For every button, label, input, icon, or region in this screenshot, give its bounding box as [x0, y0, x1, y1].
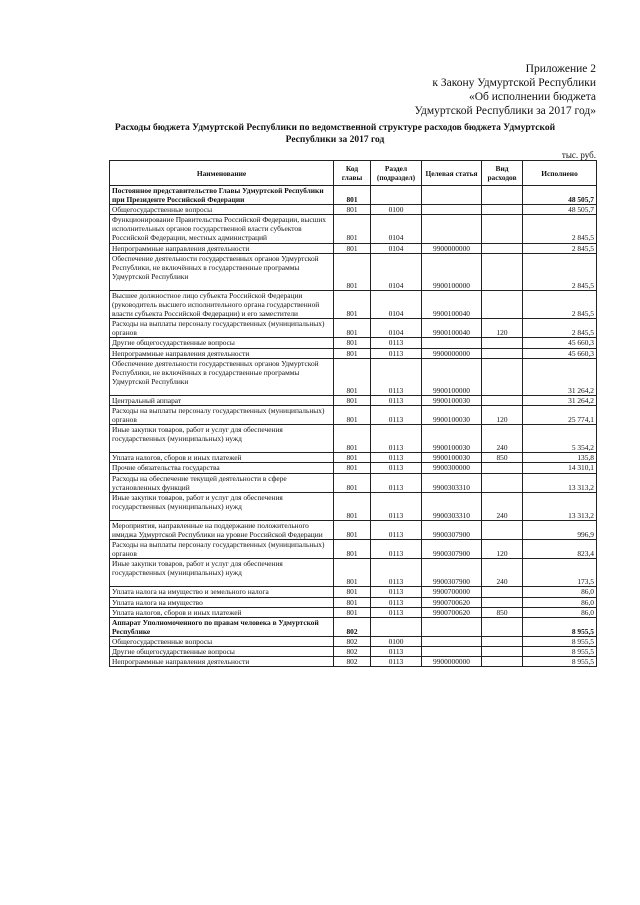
cell-target: 9900000000 — [422, 657, 482, 667]
cell-type — [482, 348, 523, 358]
document-title — [100, 122, 570, 146]
cell-section: 0100 — [371, 636, 422, 646]
cell-target: 9900100000 — [422, 253, 482, 290]
cell-code: 802 — [334, 636, 371, 646]
cell-section: 0104 — [371, 253, 422, 290]
cell-name: Непрограммные направления деятельности — [110, 657, 334, 667]
cell-amount: 31 264,2 — [523, 358, 597, 395]
cell-amount: 31 264,2 — [523, 395, 597, 405]
table-row — [110, 647, 597, 657]
cell-type: 120 — [482, 540, 523, 559]
cell-amount: 2 845,5 — [523, 243, 597, 253]
cell-code: 801 — [334, 453, 371, 463]
title-line: Республики за 2017 год — [285, 135, 385, 145]
table-row — [110, 657, 597, 667]
table-header-row — [110, 161, 597, 186]
cell-code: 801 — [334, 215, 371, 243]
table-row — [110, 215, 597, 243]
cell-type: 120 — [482, 319, 523, 338]
cell-code: 802 — [334, 647, 371, 657]
cell-amount: 86,0 — [523, 587, 597, 597]
table-row — [110, 636, 597, 646]
table-row — [110, 319, 597, 338]
cell-name: Расходы на выплаты персоналу государственных (муниципальных) органов — [110, 540, 334, 559]
table-row — [110, 559, 597, 587]
cell-type — [482, 253, 523, 290]
table-row — [110, 607, 597, 617]
cell-section: 0113 — [371, 473, 422, 492]
cell-amount: 2 845,5 — [523, 215, 597, 243]
cell-amount: 45 660,3 — [523, 338, 597, 348]
cell-section: 0113 — [371, 607, 422, 617]
cell-target — [422, 617, 482, 636]
cell-name: Непрограммные направления деятельности — [110, 243, 334, 253]
cell-target: 9900100040 — [422, 319, 482, 338]
cell-type: 850 — [482, 607, 523, 617]
table-row — [110, 338, 597, 348]
cell-section: 0113 — [371, 559, 422, 587]
column-header-code: Код главы — [334, 161, 371, 186]
cell-amount: 135,8 — [523, 453, 597, 463]
cell-name: Функционирование Правительства Российской Федерации, высших исполнительных органов государственной власти субъектов Российской Федерации, местных администраций — [110, 215, 334, 243]
cell-amount: 8 955,5 — [523, 657, 597, 667]
cell-name: Общегосударственные вопросы — [110, 636, 334, 646]
table-row — [110, 492, 597, 520]
table-row — [110, 453, 597, 463]
table-row — [110, 290, 597, 318]
cell-code: 801 — [334, 559, 371, 587]
cell-type: 240 — [482, 559, 523, 587]
appendix-line: Приложение 2 — [525, 63, 596, 75]
column-header-type: Вид расходов — [482, 161, 523, 186]
cell-type — [482, 597, 523, 607]
appendix-line: «Об исполнении бюджета — [468, 91, 596, 103]
cell-section: 0113 — [371, 520, 422, 539]
cell-section: 0113 — [371, 540, 422, 559]
cell-type — [482, 395, 523, 405]
appendix-line: Удмуртской Республики за 2017 год» — [414, 105, 596, 117]
cell-section: 0113 — [371, 657, 422, 667]
cell-name: Центральный аппарат — [110, 395, 334, 405]
cell-type — [482, 617, 523, 636]
appendix-block — [415, 62, 596, 118]
cell-name: Уплата налога на имущество — [110, 597, 334, 607]
cell-name: Расходы на выплаты персоналу государственных (муниципальных) органов — [110, 319, 334, 338]
cell-name: Обеспечение деятельности государственных органов Удмуртской Республики, не включённых в государственные программы Удмуртской Республики — [110, 358, 334, 395]
cell-name: Уплата налогов, сборов и иных платежей — [110, 607, 334, 617]
column-header-amount: Исполнено — [523, 161, 597, 186]
cell-section: 0104 — [371, 290, 422, 318]
cell-section: 0113 — [371, 463, 422, 473]
cell-name: Иные закупки товаров, работ и услуг для обеспечения государственных (муниципальных) нужд — [110, 492, 334, 520]
cell-code: 801 — [334, 473, 371, 492]
cell-type — [482, 205, 523, 215]
cell-target — [422, 205, 482, 215]
cell-amount: 2 845,5 — [523, 319, 597, 338]
cell-name: Непрограммные направления деятельности — [110, 348, 334, 358]
cell-target — [422, 215, 482, 243]
cell-amount: 48 505,7 — [523, 205, 597, 215]
cell-target: 9900100030 — [422, 425, 482, 453]
cell-amount: 2 845,5 — [523, 253, 597, 290]
cell-target: 9900700620 — [422, 597, 482, 607]
cell-target: 9900100040 — [422, 290, 482, 318]
table-row — [110, 597, 597, 607]
cell-target: 9900100030 — [422, 395, 482, 405]
cell-type: 850 — [482, 453, 523, 463]
cell-amount: 13 313,2 — [523, 492, 597, 520]
table-row — [110, 348, 597, 358]
cell-target — [422, 636, 482, 646]
cell-section: 0113 — [371, 358, 422, 395]
cell-type — [482, 186, 523, 205]
cell-type: 240 — [482, 492, 523, 520]
cell-section: 0113 — [371, 453, 422, 463]
cell-section: 0113 — [371, 348, 422, 358]
cell-target: 9900307900 — [422, 520, 482, 539]
cell-amount: 5 354,2 — [523, 425, 597, 453]
expenditure-table — [109, 160, 597, 667]
table-row — [110, 540, 597, 559]
cell-code: 802 — [334, 617, 371, 636]
cell-section: 0113 — [371, 395, 422, 405]
table-row — [110, 395, 597, 405]
cell-amount: 14 310,1 — [523, 463, 597, 473]
cell-name: Обеспечение деятельности государственных органов Удмуртской Республики, не включённых в государственные программы Удмуртской Республики — [110, 253, 334, 290]
cell-type — [482, 647, 523, 657]
cell-amount: 2 845,5 — [523, 290, 597, 318]
table-row — [110, 405, 597, 424]
cell-section: 0104 — [371, 243, 422, 253]
cell-name: Уплата налогов, сборов и иных платежей — [110, 453, 334, 463]
cell-target: 9900100030 — [422, 453, 482, 463]
cell-amount: 25 774,1 — [523, 405, 597, 424]
cell-code: 801 — [334, 186, 371, 205]
units-label: тыс. руб. — [561, 150, 596, 160]
title-line: Расходы бюджета Удмуртской Республики по ведомственной структуре расходов бюджета Удмуртской — [114, 123, 556, 133]
cell-code: 801 — [334, 492, 371, 520]
cell-amount: 8 955,5 — [523, 617, 597, 636]
cell-section: 0104 — [371, 319, 422, 338]
table-row — [110, 463, 597, 473]
cell-name: Расходы на обеспечение текущей деятельности в сфере установленных функций — [110, 473, 334, 492]
cell-name: Мероприятия, направленные на поддержание положительного имиджа Удмуртской Республики на уровне Российской Федерации — [110, 520, 334, 539]
cell-section: 0104 — [371, 215, 422, 243]
table-row — [110, 520, 597, 539]
cell-target: 9900303310 — [422, 473, 482, 492]
table-row — [110, 473, 597, 492]
cell-code: 801 — [334, 348, 371, 358]
cell-code: 801 — [334, 205, 371, 215]
table-row — [110, 205, 597, 215]
cell-target: 9900303310 — [422, 492, 482, 520]
cell-code: 801 — [334, 520, 371, 539]
cell-type — [482, 358, 523, 395]
column-header-target: Целевая статья — [422, 161, 482, 186]
cell-name: Уплата налога на имущество и земельного налога — [110, 587, 334, 597]
table-row — [110, 617, 597, 636]
cell-code: 801 — [334, 540, 371, 559]
cell-target: 9900000000 — [422, 348, 482, 358]
cell-type — [482, 520, 523, 539]
cell-type — [482, 463, 523, 473]
cell-section: 0100 — [371, 205, 422, 215]
cell-section: 0113 — [371, 647, 422, 657]
cell-name: Постоянное представительство Главы Удмуртской Республики при Президенте Российской Федерации — [110, 186, 334, 205]
cell-code: 801 — [334, 290, 371, 318]
table-row — [110, 587, 597, 597]
cell-code: 801 — [334, 425, 371, 453]
cell-target: 9900300000 — [422, 463, 482, 473]
cell-type — [482, 290, 523, 318]
cell-amount: 45 660,3 — [523, 348, 597, 358]
cell-target — [422, 186, 482, 205]
cell-code: 801 — [334, 253, 371, 290]
cell-target: 9900307900 — [422, 559, 482, 587]
cell-target — [422, 647, 482, 657]
cell-target: 9900700000 — [422, 587, 482, 597]
cell-target: 9900100000 — [422, 358, 482, 395]
cell-section: 0113 — [371, 425, 422, 453]
cell-amount: 48 505,7 — [523, 186, 597, 205]
cell-code: 801 — [334, 395, 371, 405]
cell-name: Другие общегосударственные вопросы — [110, 338, 334, 348]
appendix-line: к Закону Удмуртской Республики — [432, 77, 596, 89]
table-row — [110, 243, 597, 253]
cell-type: 240 — [482, 425, 523, 453]
cell-target: 9900307900 — [422, 540, 482, 559]
cell-code: 801 — [334, 587, 371, 597]
cell-amount: 86,0 — [523, 607, 597, 617]
cell-target: 9900700620 — [422, 607, 482, 617]
column-header-name: Наименование — [110, 161, 334, 186]
cell-type — [482, 215, 523, 243]
cell-code: 801 — [334, 463, 371, 473]
table-row — [110, 358, 597, 395]
table-row — [110, 425, 597, 453]
cell-code: 802 — [334, 657, 371, 667]
cell-amount: 8 955,5 — [523, 636, 597, 646]
cell-type — [482, 338, 523, 348]
cell-type: 120 — [482, 405, 523, 424]
cell-type — [482, 473, 523, 492]
cell-code: 801 — [334, 358, 371, 395]
cell-name: Другие общегосударственные вопросы — [110, 647, 334, 657]
cell-section: 0113 — [371, 338, 422, 348]
cell-amount: 86,0 — [523, 597, 597, 607]
cell-name: Высшее должностное лицо субъекта Российской Федерации (руководитель высшего исполнительного органа государственной власти субъекта Российской Федерации) и его заместители — [110, 290, 334, 318]
cell-name: Аппарат Уполномоченного по правам человека в Удмуртской Республике — [110, 617, 334, 636]
cell-code: 801 — [334, 405, 371, 424]
cell-type — [482, 243, 523, 253]
cell-name: Прочие обязательства государства — [110, 463, 334, 473]
cell-type — [482, 657, 523, 667]
cell-name: Иные закупки товаров, работ и услуг для обеспечения государственных (муниципальных) нужд — [110, 425, 334, 453]
cell-section — [371, 617, 422, 636]
table-row — [110, 186, 597, 205]
cell-name: Общегосударственные вопросы — [110, 205, 334, 215]
cell-code: 801 — [334, 607, 371, 617]
cell-target: 9900100030 — [422, 405, 482, 424]
cell-amount: 996,9 — [523, 520, 597, 539]
cell-code: 801 — [334, 597, 371, 607]
cell-code: 801 — [334, 338, 371, 348]
cell-amount: 823,4 — [523, 540, 597, 559]
cell-section: 0113 — [371, 405, 422, 424]
cell-name: Расходы на выплаты персоналу государственных (муниципальных) органов — [110, 405, 334, 424]
cell-target — [422, 338, 482, 348]
cell-section: 0113 — [371, 492, 422, 520]
table-row — [110, 253, 597, 290]
cell-type — [482, 587, 523, 597]
cell-name: Иные закупки товаров, работ и услуг для обеспечения государственных (муниципальных) нужд — [110, 559, 334, 587]
cell-code: 801 — [334, 319, 371, 338]
cell-amount: 13 313,2 — [523, 473, 597, 492]
cell-amount: 173,5 — [523, 559, 597, 587]
cell-amount: 8 955,5 — [523, 647, 597, 657]
column-header-section: Раздел (подраздел) — [371, 161, 422, 186]
cell-section — [371, 186, 422, 205]
cell-target: 9900000000 — [422, 243, 482, 253]
cell-type — [482, 636, 523, 646]
cell-section: 0113 — [371, 587, 422, 597]
cell-section: 0113 — [371, 597, 422, 607]
table-body — [110, 186, 597, 667]
cell-code: 801 — [334, 243, 371, 253]
